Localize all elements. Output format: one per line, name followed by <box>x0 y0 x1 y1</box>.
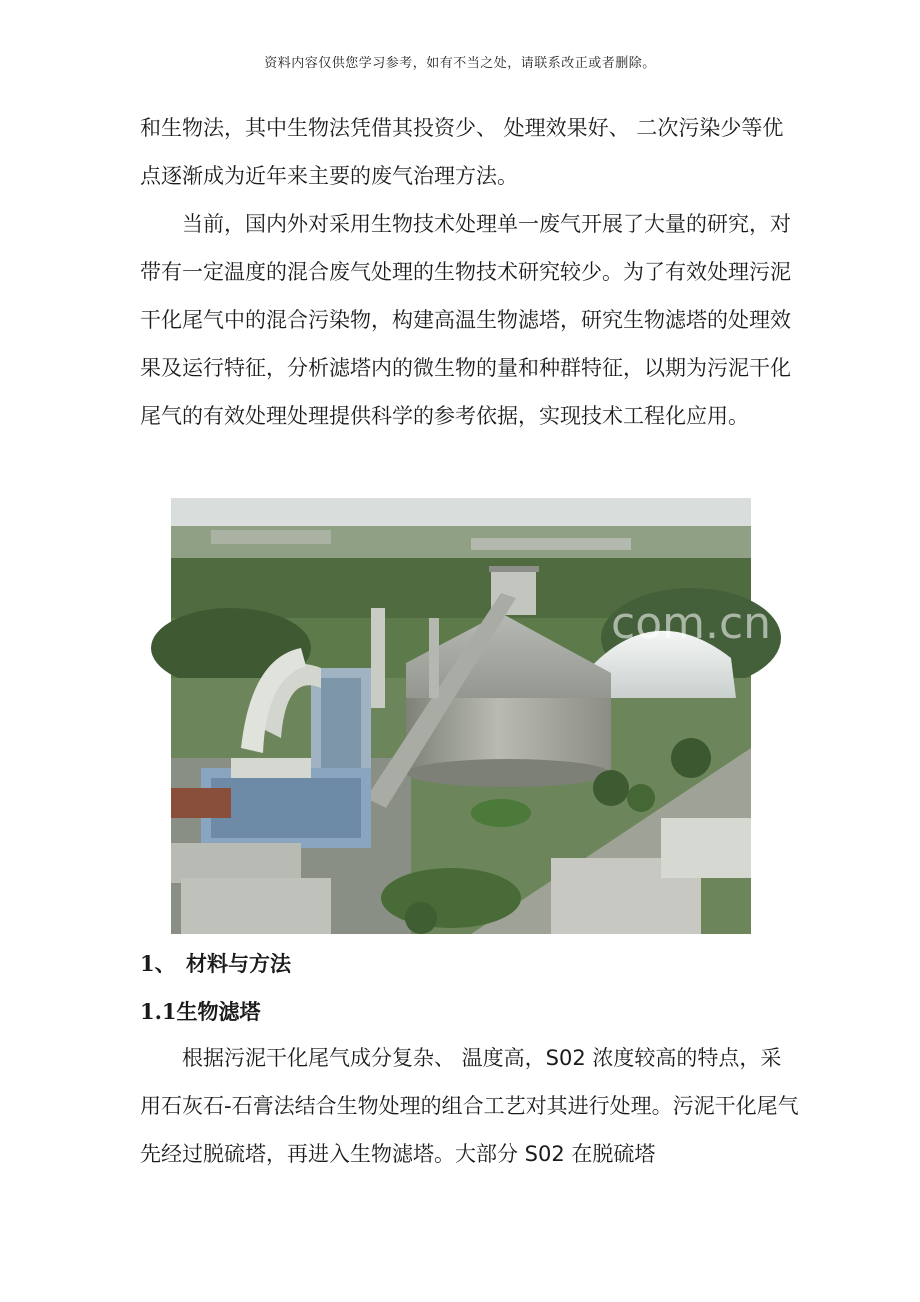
industrial-plant-photo <box>171 498 772 934</box>
section-title: 材料与方法 <box>186 952 291 976</box>
paragraph-research-background: 当前，国内外对采用生物技术处理单一废气开展了大量的研究，对带有一定温度的混合废气处理的生物技术研究较少。为了有效处理污泥干化尾气中的混合污染物，构建高温生物滤塔，研究生物滤塔的处理效果及运行特征，分析滤塔内的微生物的量和种群特征，以期为污泥干化尾气的有效处理处理提供科学的参考依据，实现技术工程化应用。 <box>140 212 791 428</box>
section-number: 1、 <box>140 951 176 976</box>
section-number: 1.1 <box>140 999 177 1024</box>
section-title: 生物滤塔 <box>176 1000 261 1024</box>
page-header-disclaimer: 资料内容仅供您学习参考，如有不当之处，请联系改正或者删除。 <box>264 56 656 71</box>
paragraph-biofilter-description: 根据污泥干化尾气成分复杂、 温度高，S02 浓度较高的特点，采用石灰石-石膏法结合生物处理的组合工艺对其进行处理。污泥干化尾气先经过脱硫塔，再进入生物滤塔。大部分 S02 在脱硫塔 <box>140 1046 799 1166</box>
section-heading-1 <box>140 948 291 978</box>
photo-watermark: com.cn <box>611 598 772 649</box>
section-heading-1-1 <box>140 996 261 1026</box>
paragraph-intro-continued: 和生物法，其中生物法凭借其投资少、 处理效果好、 二次污染少等优点逐渐成为近年来主要的废气治理方法。 <box>140 116 784 188</box>
